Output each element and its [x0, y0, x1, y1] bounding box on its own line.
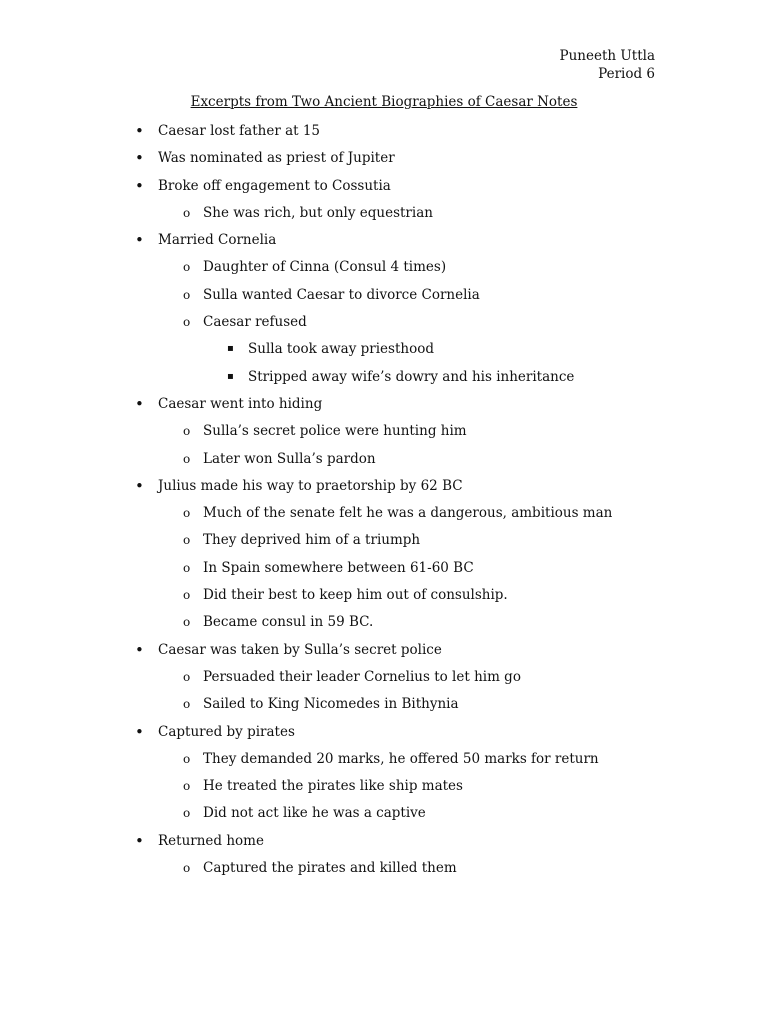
- list-item-text: Much of the senate felt he was a dangerous, ambitious man: [203, 505, 613, 522]
- list-item: [0, 311, 768, 338]
- circle-marker: o: [183, 669, 191, 684]
- list-item-text: Stripped away wife’s dowry and his inheritance: [248, 368, 575, 385]
- list-item: [0, 502, 768, 529]
- list-item: [0, 229, 768, 256]
- circle-marker: o: [183, 424, 191, 439]
- square-marker: ▪: [227, 343, 234, 355]
- list-item-text: They deprived him of a triumph: [203, 532, 421, 549]
- list-item: [0, 256, 768, 283]
- list-item: [0, 666, 768, 693]
- bullet-marker: •: [135, 476, 144, 495]
- square-marker: ▪: [227, 370, 234, 382]
- bullet-marker: •: [135, 231, 144, 250]
- list-item-text: Did their best to keep him out of consulship.: [203, 587, 508, 604]
- list-item: [0, 693, 768, 720]
- notes-list: [0, 120, 768, 884]
- document-title: Excerpts from Two Ancient Biographies of Caesar Notes: [190, 94, 578, 110]
- list-item-text: Caesar went into hiding: [158, 395, 323, 412]
- circle-marker: o: [183, 697, 191, 712]
- bullet-marker: •: [135, 149, 144, 168]
- list-item-text: Later won Sulla’s pardon: [203, 450, 376, 467]
- circle-marker: o: [183, 451, 191, 466]
- circle-marker: o: [183, 560, 191, 575]
- list-item-text: Sulla’s secret police were hunting him: [203, 423, 467, 440]
- list-item: [0, 748, 768, 775]
- list-item-text: Caesar refused: [203, 314, 307, 331]
- list-item: [0, 120, 768, 147]
- list-item-text: Was nominated as priest of Jupiter: [158, 150, 395, 167]
- list-item-text: He treated the pirates like ship mates: [203, 778, 463, 795]
- circle-marker: o: [183, 205, 191, 220]
- list-item-text: Sulla wanted Caesar to divorce Cornelia: [203, 286, 480, 303]
- author-name: Puneeth Uttla: [559, 48, 655, 64]
- circle-marker: o: [183, 779, 191, 794]
- list-item-text: Caesar lost father at 15: [158, 123, 321, 139]
- list-item: [0, 857, 768, 884]
- list-item-text: Became consul in 59 BC.: [203, 614, 374, 631]
- list-item: [0, 529, 768, 556]
- list-item: [0, 420, 768, 447]
- list-item-text: They demanded 20 marks, he offered 50 marks for return: [203, 750, 599, 767]
- bullet-marker: •: [135, 722, 144, 741]
- circle-marker: o: [183, 287, 191, 302]
- document-title-wrap: [0, 94, 768, 110]
- list-item: [0, 584, 768, 611]
- list-item-text: In Spain somewhere between 61-60 BC: [203, 559, 474, 576]
- list-item: [0, 475, 768, 502]
- list-item-text: Daughter of Cinna (Consul 4 times): [203, 259, 447, 276]
- list-item: [0, 639, 768, 666]
- list-item: [0, 338, 768, 365]
- list-item: [0, 448, 768, 475]
- circle-marker: o: [183, 588, 191, 603]
- list-item: [0, 202, 768, 229]
- bullet-marker: •: [135, 831, 144, 850]
- bullet-marker: •: [135, 394, 144, 413]
- list-item-text: Did not act like he was a captive: [203, 805, 426, 822]
- bullet-marker: •: [135, 640, 144, 659]
- list-item-text: Persuaded their leader Cornelius to let him go: [203, 668, 521, 685]
- list-item: [0, 611, 768, 638]
- class-period: Period 6: [598, 66, 655, 82]
- list-item-text: Julius made his way to praetorship by 62 BC: [158, 477, 463, 494]
- list-item: [0, 830, 768, 857]
- list-item-text: Broke off engagement to Cossutia: [158, 177, 391, 194]
- list-item: [0, 147, 768, 174]
- list-item-text: Caesar was taken by Sulla’s secret police: [158, 641, 442, 658]
- list-item-text: Returned home: [158, 832, 264, 849]
- list-item: [0, 802, 768, 829]
- circle-marker: o: [183, 506, 191, 521]
- list-item-text: Sailed to King Nicomedes in Bithynia: [203, 696, 459, 713]
- bullet-marker: •: [135, 122, 144, 140]
- list-item: [0, 175, 768, 202]
- list-item: [0, 284, 768, 311]
- list-item-text: Captured by pirates: [158, 723, 295, 740]
- list-item-text: Sulla took away priesthood: [248, 341, 434, 358]
- list-item: [0, 393, 768, 420]
- circle-marker: o: [183, 806, 191, 821]
- circle-marker: o: [183, 260, 191, 275]
- list-item-text: Captured the pirates and killed them: [203, 860, 457, 877]
- circle-marker: o: [183, 751, 191, 766]
- list-item: [0, 366, 768, 393]
- circle-marker: o: [183, 861, 191, 876]
- circle-marker: o: [183, 615, 191, 630]
- circle-marker: o: [183, 533, 191, 548]
- document-header: [560, 47, 655, 83]
- list-item-text: She was rich, but only equestrian: [203, 204, 433, 221]
- list-item: [0, 775, 768, 802]
- list-item-text: Married Cornelia: [158, 232, 277, 249]
- list-item: [0, 557, 768, 584]
- bullet-marker: •: [135, 176, 144, 195]
- circle-marker: o: [183, 315, 191, 330]
- list-item: [0, 721, 768, 748]
